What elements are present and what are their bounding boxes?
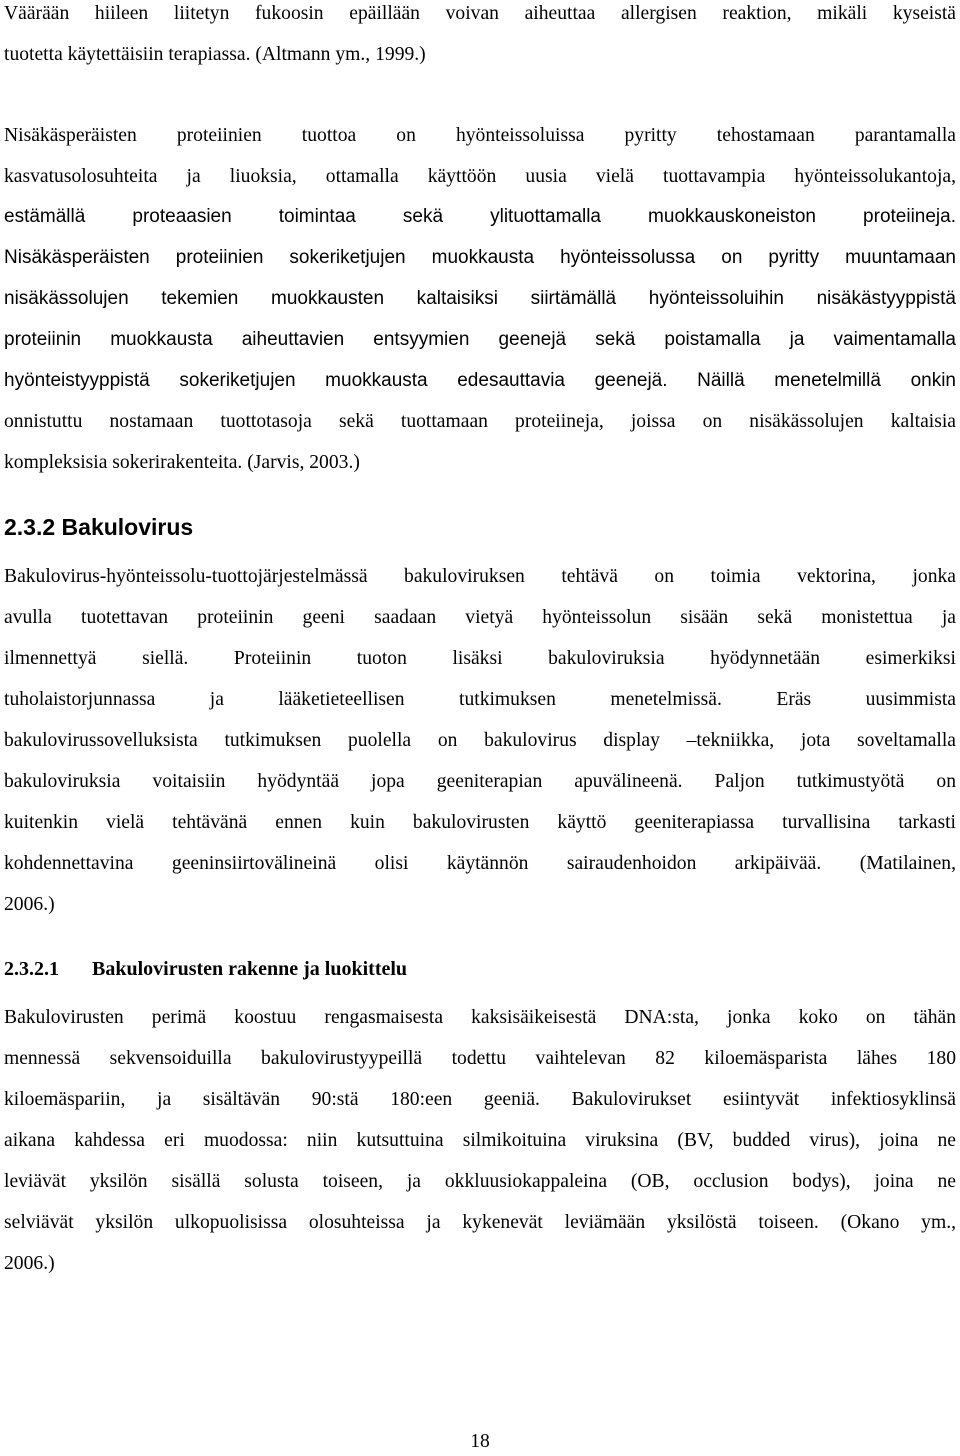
paragraph-line: selviävät yksilön ulkopuolisissa olosuhteissa ja kykenevät leviämään yksilöstä toiseen. (Okano ym., — [4, 1212, 956, 1233]
paragraph-line: Nisäkäsperäisten proteiinien tuottoa on hyönteissoluissa pyritty tehostamaan parantamalla — [4, 125, 956, 146]
paragraph-line: kiloemäspariin, ja sisältävän 90:stä 180:een geeniä. Bakulovirukset esiintyvät infektiosyklinsä — [4, 1089, 956, 1110]
paragraph-line: nisäkässolujen tekemien muokkausten kaltaisiksi siirtämällä hyönteissoluihin nisäkästyyppistä — [4, 288, 956, 309]
paragraph-line: kohdennettavina geeninsiirtovälineinä olisi käytännön sairaudenhoidon arkipäivää. (Matilainen, — [4, 853, 956, 874]
subsection-title: Bakulovirusten rakenne ja luokittelu — [92, 958, 408, 980]
section-number: 2.3.2 — [4, 514, 56, 540]
paragraph-line: Väärään hiileen liitetyn fukoosin epäillään voivan aiheuttaa allergisen reaktion, mikäli kyseistä — [4, 3, 956, 24]
paragraph-line: Bakulovirus-hyönteissolu-tuottojärjestelmässä bakuloviruksen tehtävä on toimia vektorina, jonka — [4, 566, 956, 587]
paragraph-line: bakulovirussovelluksista tutkimuksen puolella on bakulovirus display –tekniikka, jota soveltamalla — [4, 730, 956, 751]
section-heading — [4, 512, 956, 542]
paragraph-line: 2006.) — [4, 894, 55, 915]
page-number: 18 — [470, 1431, 490, 1452]
paragraph-line: kasvatusolosuhteita ja liuoksia, ottamalla käyttöön uusia vielä tuottavampia hyönteissolukantoja, — [4, 166, 956, 187]
paragraph-line: onnistuttu nostamaan tuottotasoja sekä tuottamaan proteiineja, joissa on nisäkässolujen kaltaisia — [4, 411, 956, 432]
subsection-heading — [4, 955, 956, 983]
paragraph-line: 2006.) — [4, 1253, 55, 1274]
paragraph-line: proteiinin muokkausta aiheuttavien entsyymien geenejä sekä poistamalla ja vaimentamalla — [4, 329, 956, 350]
subsection-number: 2.3.2.1 — [4, 958, 59, 980]
paragraph-line: ilmennettyä siellä. Proteiinin tuoton lisäksi bakuloviruksia hyödynnetään esimerkiksi — [4, 648, 956, 669]
paragraph-line: tuotetta käytettäisiin terapiassa. (Altmann ym., 1999.) — [4, 44, 426, 65]
paragraph-line: bakuloviruksia voitaisiin hyödyntää jopa geeniterapian apuvälineenä. Paljon tutkimustyötä on — [4, 771, 956, 792]
paragraph-line: kuitenkin vielä tehtävänä ennen kuin bakulovirusten käyttö geeniterapiassa turvallisina tarkasti — [4, 812, 956, 833]
paragraph-line: Nisäkäsperäisten proteiinien sokeriketjujen muokkausta hyönteissolussa on pyritty muuntamaan — [4, 247, 956, 268]
paragraph-line: mennessä sekvensoiduilla bakulovirustyypeillä todettu vaihtelevan 82 kiloemäsparista lähes 180 — [4, 1048, 956, 1069]
paragraph-line: kompleksisia sokerirakenteita. (Jarvis, 2003.) — [4, 452, 360, 473]
section-title: Bakulovirus — [61, 514, 194, 540]
paragraph-line: avulla tuotettavan proteiinin geeni saadaan vietyä hyönteissolun sisään sekä monistettua ja — [4, 607, 956, 628]
paragraph-line: leviävät yksilön sisällä solusta toiseen, ja okkluusiokappaleina (OB, occlusion bodys), joina ne — [4, 1171, 956, 1192]
paragraph-line: estämällä proteaasien toimintaa sekä ylituottamalla muokkauskoneiston proteiineja. — [4, 206, 956, 227]
paragraph-line: aikana kahdessa eri muodossa: niin kutsuttuina silmikoituina viruksina (BV, budded virus), joina ne — [4, 1130, 956, 1151]
paragraph-line: hyönteistyyppistä sokeriketjujen muokkausta edesauttavia geenejä. Näillä menetelmillä onkin — [4, 370, 956, 391]
paragraph-line: Bakulovirusten perimä koostuu rengasmaisesta kaksisäikeisestä DNA:sta, jonka koko on tähän — [4, 1007, 956, 1028]
paragraph-line: tuholaistorjunnassa ja lääketieteellisen tutkimuksen menetelmissä. Eräs uusimmista — [4, 689, 956, 710]
